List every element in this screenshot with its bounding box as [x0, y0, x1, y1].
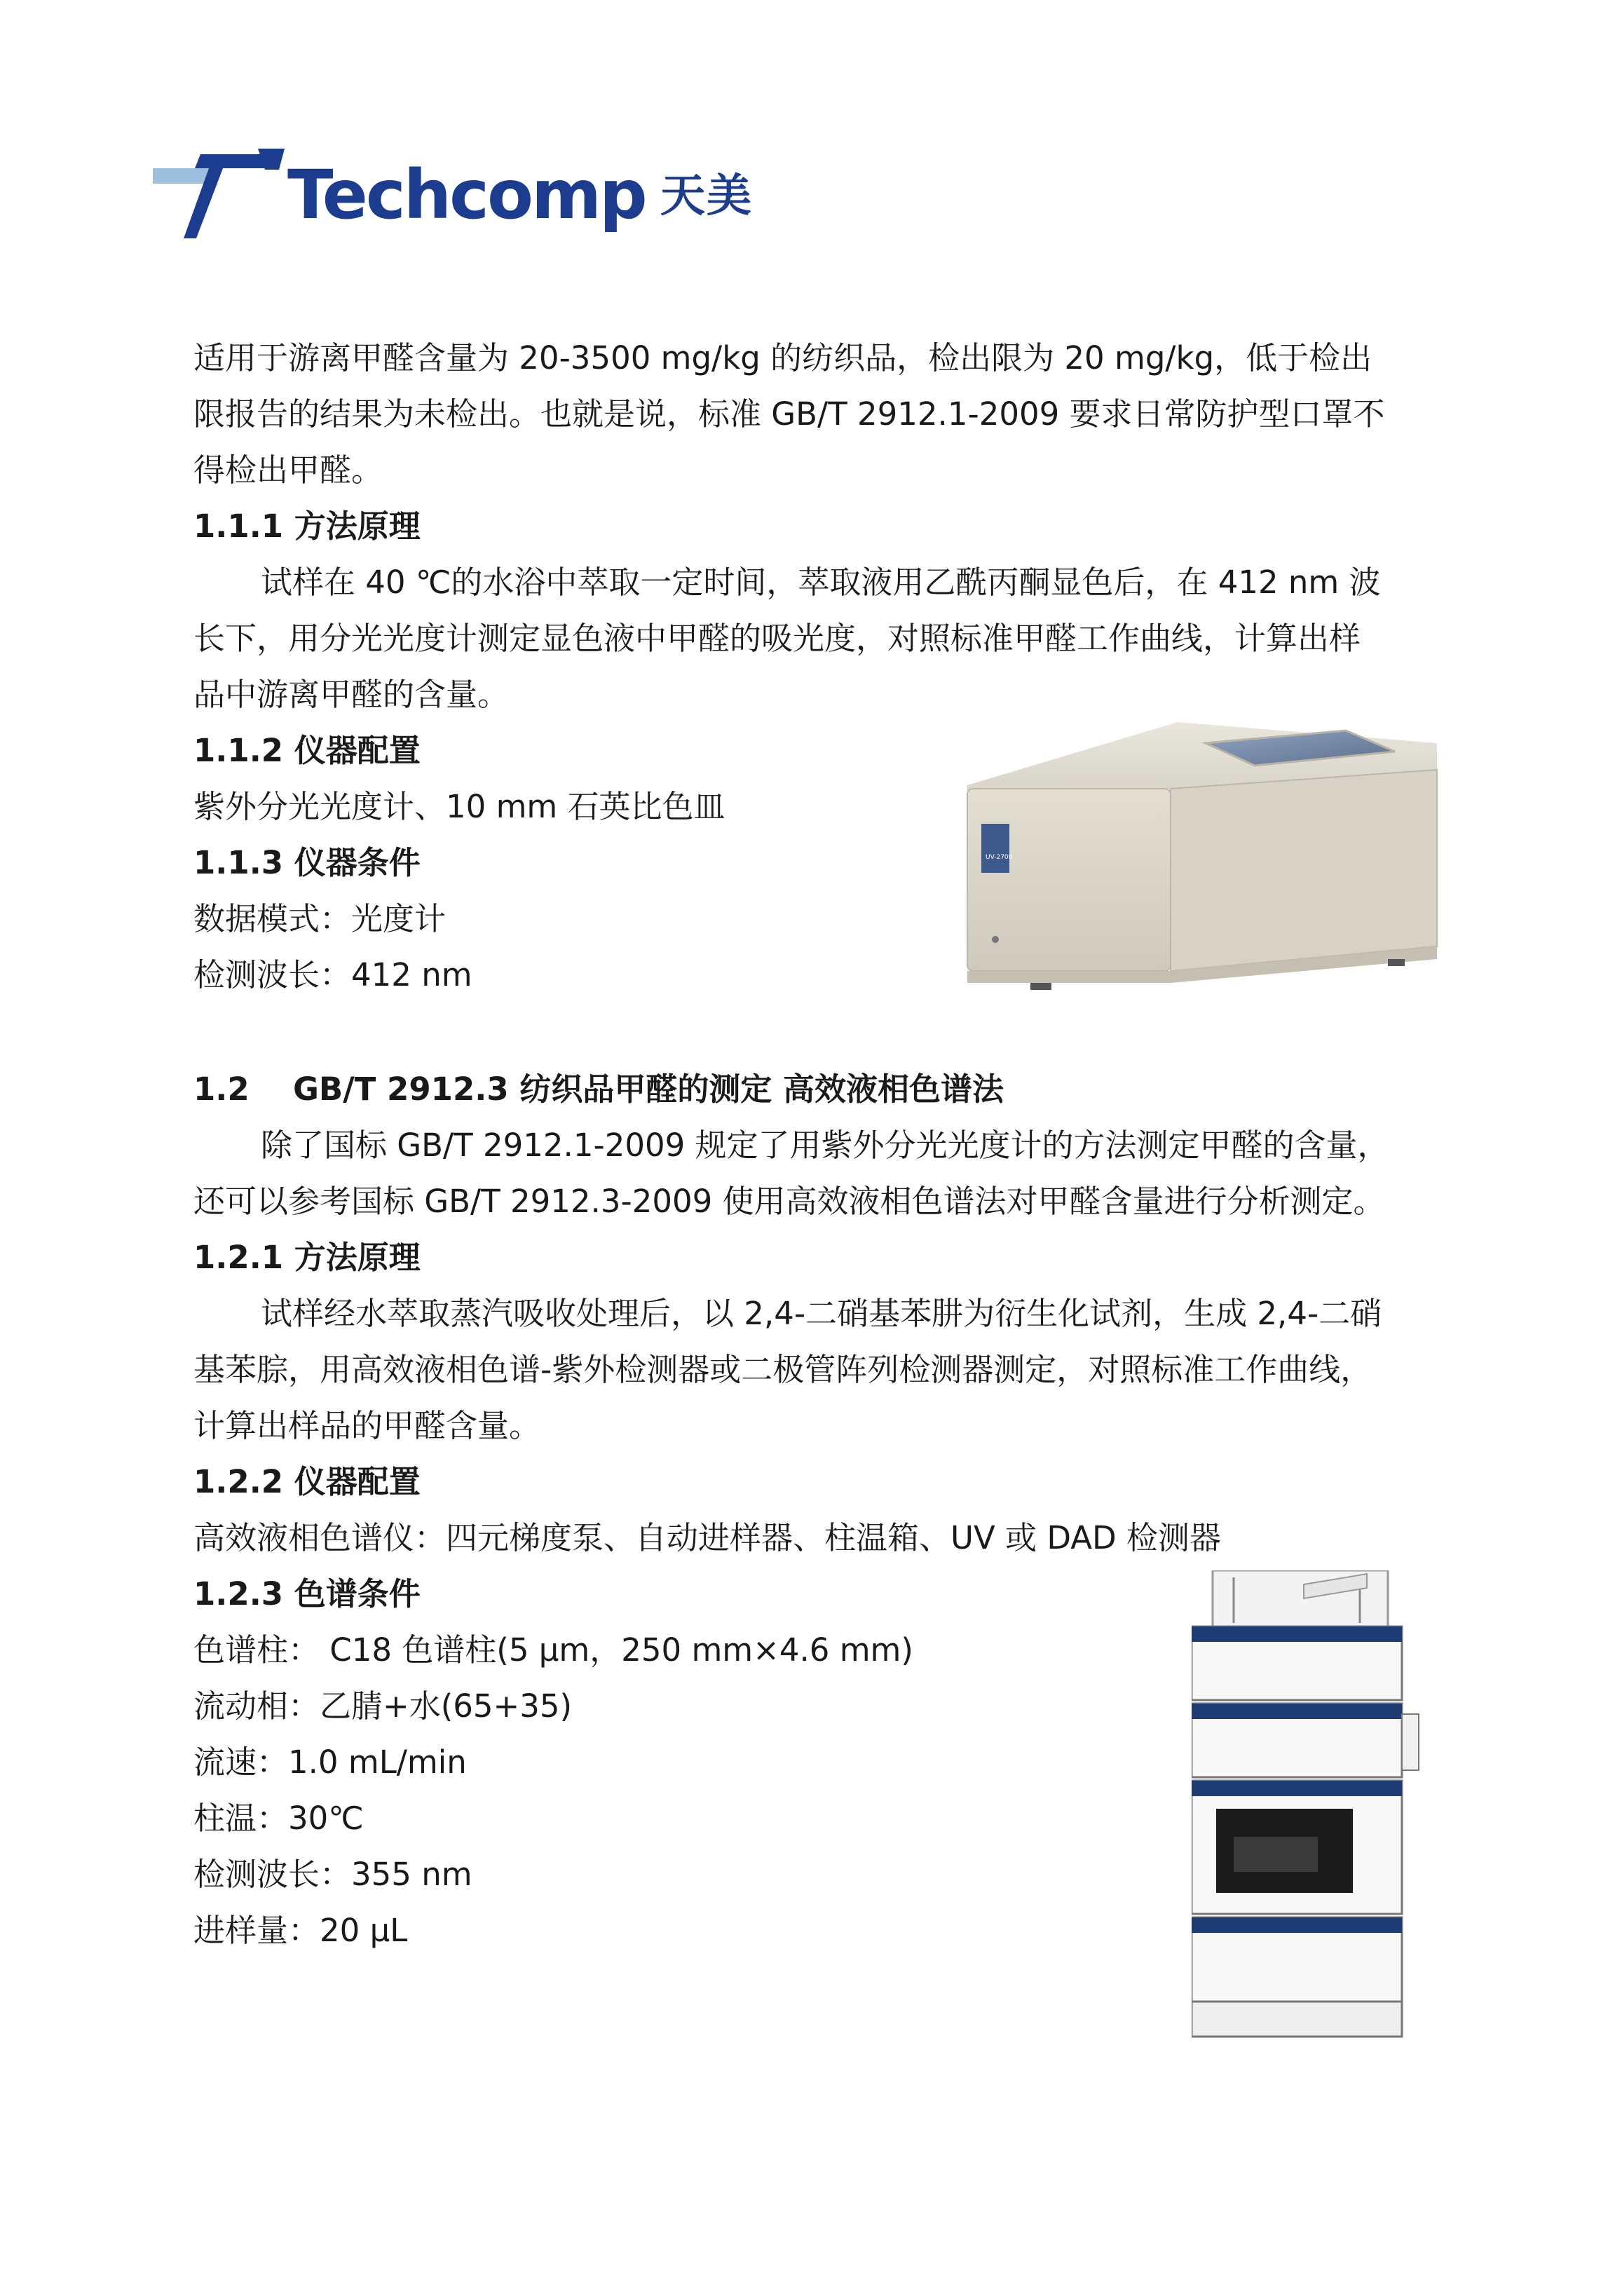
- s111-line-1: 试样在 40 ℃的水浴中萃取一定时间，萃取液用乙酰丙酮显色后，在 412 nm 波: [261, 564, 1381, 601]
- section-1-2-heading: GB/T 2912.3 纺织品甲醛的测定 高效液相色谱法: [293, 1071, 1004, 1108]
- s123-item-3: 流速：1.0 mL/min: [193, 1744, 467, 1781]
- s123-item-4: 柱温：30℃: [193, 1800, 364, 1837]
- s111-line-2: 长下，用分光光度计测定显色液中甲醛的吸光度，对照标准甲醛工作曲线，计算出样: [193, 620, 1361, 657]
- intro-line-3: 得检出甲醛。: [193, 451, 383, 489]
- hplc-system-image: [1192, 1570, 1423, 2047]
- uv-spectrophotometer-image: [953, 722, 1444, 1003]
- s123-item-6: 进样量：20 μL: [193, 1912, 408, 1949]
- section-1-2-1-heading: 1.2.1 方法原理: [193, 1239, 421, 1276]
- s112-text: 紫外分光光度计、10 mm 石英比色皿: [193, 788, 725, 825]
- spectro-panel-label: UV-2700: [986, 854, 1013, 861]
- section-1-2-3-heading: 1.2.3 色谱条件: [193, 1575, 421, 1612]
- section-1-2-2-heading: 1.2.2 仪器配置: [193, 1463, 421, 1500]
- s123-item-2: 流动相：乙腈+水(65+35): [193, 1687, 573, 1725]
- s123-item-1: 色谱柱： C18 色谱柱(5 μm，250 mm×4.6 mm): [193, 1631, 913, 1669]
- s122-text: 高效液相色谱仪：四元梯度泵、自动进样器、柱温箱、UV 或 DAD 检测器: [193, 1519, 1221, 1556]
- intro-line-2: 限报告的结果为未检出。也就是说，标准 GB/T 2912.1-2009 要求日常防护型口罩不: [193, 395, 1385, 433]
- s12-line-1: 除了国标 GB/T 2912.1-2009 规定了用紫外分光光度计的方法测定甲醛的含量，: [261, 1127, 1389, 1164]
- s121-line-1: 试样经水萃取蒸汽吸收处理后，以 2,4-二硝基苯肼为衍生化试剂，生成 2,4-二硝: [261, 1295, 1382, 1332]
- intro-line-1: 适用于游离甲醛含量为 20-3500 mg/kg 的纺织品，检出限为 20 mg/kg，低于检出: [193, 339, 1372, 376]
- section-1-2-number: 1.2: [193, 1071, 250, 1108]
- logo-wordmark: Techcomp: [287, 156, 646, 234]
- techcomp-logo: [153, 149, 784, 247]
- techcomp-t-icon: [153, 149, 286, 247]
- s113-item-1: 数据模式：光度计: [193, 900, 447, 937]
- section-1-1-1-heading: 1.1.1 方法原理: [193, 508, 421, 545]
- s121-line-3: 计算出样品的甲醛含量。: [193, 1407, 541, 1444]
- s111-line-3: 品中游离甲醛的含量。: [193, 676, 510, 713]
- section-1-1-3-heading: 1.1.3 仪器条件: [193, 844, 421, 881]
- s113-item-2: 检测波长：412 nm: [193, 956, 472, 993]
- s121-line-2: 基苯腙，用高效液相色谱-紫外检测器或二极管阵列检测器测定，对照标准工作曲线，: [193, 1351, 1372, 1388]
- s123-item-5: 检测波长：355 nm: [193, 1856, 472, 1893]
- s12-line-2: 还可以参考国标 GB/T 2912.3-2009 使用高效液相色谱法对甲醛含量进行分析测定。: [193, 1183, 1385, 1220]
- section-1-1-2-heading: 1.1.2 仪器配置: [193, 732, 421, 769]
- logo-chinese-name: 天美: [660, 170, 753, 222]
